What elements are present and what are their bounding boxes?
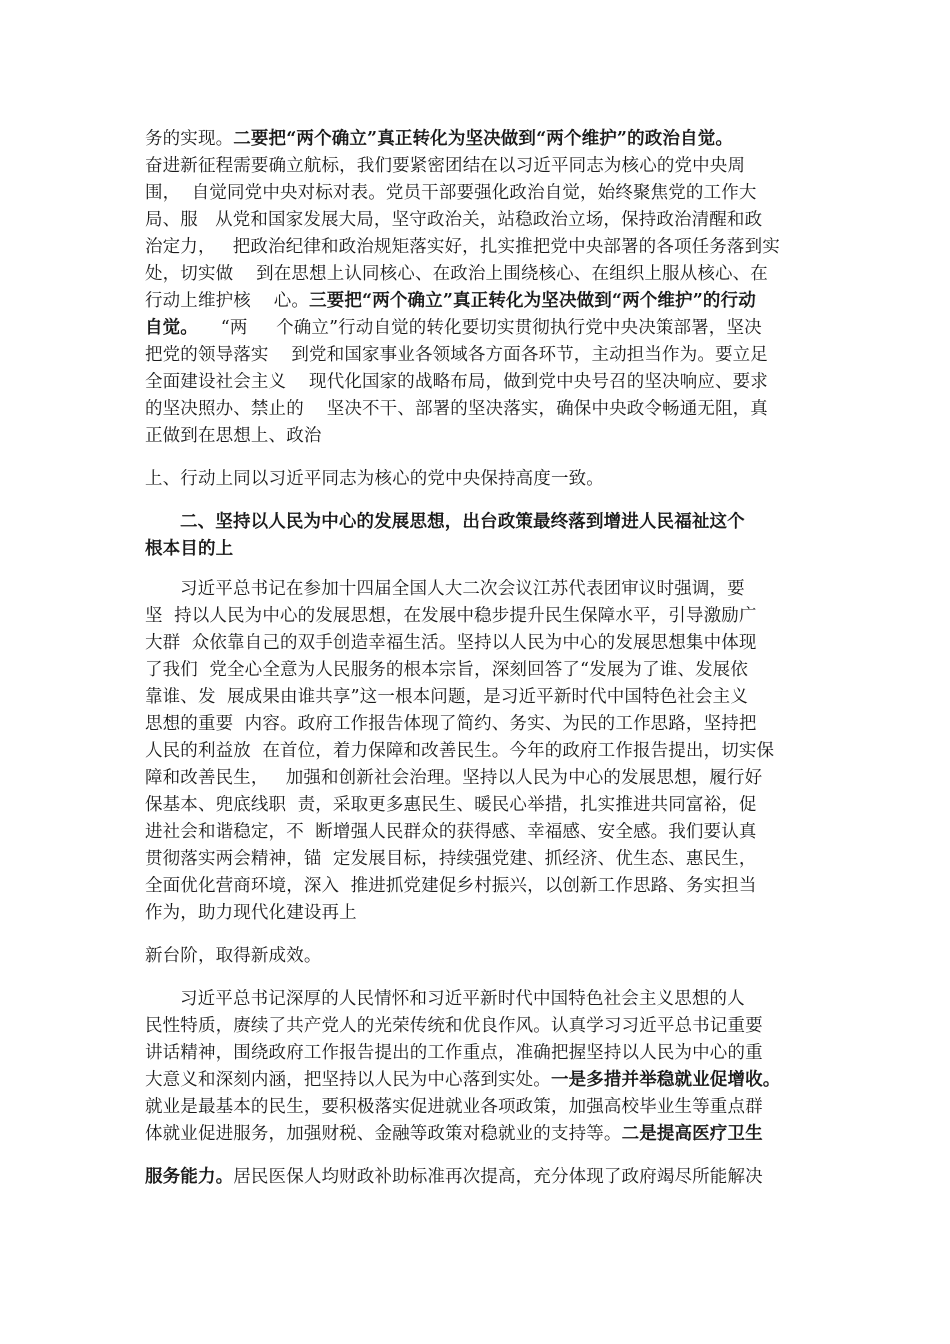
- text-line: [145, 181, 825, 205]
- text-line: [145, 658, 825, 682]
- text-line: [145, 944, 825, 968]
- text-line: [145, 1165, 825, 1189]
- text-line: [145, 820, 825, 844]
- text-line: [145, 235, 825, 259]
- text-run: 治定力， 把政治纪律和政治规矩落实好，扎实推把党中央部署的各项任务落到实: [145, 237, 780, 257]
- text-line: [145, 208, 825, 232]
- text-run: 习近平总书记深厚的人民情怀和习近平新时代中国特色社会主义思想的人: [180, 989, 745, 1009]
- text-line: [145, 874, 825, 898]
- text-run: 处，切实做 到在思想上认同核心、在政治上围绕核心、在组织上服从核心、在: [145, 264, 768, 284]
- text-line: [145, 343, 825, 367]
- text-run: 讲话精神，围绕政府工作报告提出的工作重点，准确把握坚持以人民为中心的重: [145, 1043, 763, 1063]
- text-line: [145, 467, 825, 491]
- text-line: [145, 370, 825, 394]
- text-run: 务的实现。: [145, 129, 234, 149]
- text-line: [145, 1014, 825, 1038]
- text-line: [145, 1041, 825, 1065]
- text-run: 坚 持以人民为中心的发展思想，在发展中稳步提升民生保障水平，引导激励广: [145, 606, 757, 626]
- text-line: [145, 1095, 825, 1119]
- text-run: 人民的利益放 在首位，着力保障和改善民生。今年的政府工作报告提出，切实保: [145, 741, 775, 761]
- text-run: 保基本、兜底线职 责，采取更多惠民生、暖民心举措，扎实推进共同富裕，促: [145, 795, 757, 815]
- text-run: 进社会和谐稳定，不 断增强人民群众的获得感、幸福感、安全感。我们要认真: [145, 822, 757, 842]
- text-run: 的坚决照办、禁止的 坚决不干、部署的坚决落实，确保中央政令畅通无阻，真: [145, 399, 768, 419]
- text-run: 民性特质，赓续了共产党人的光荣传统和优良作风。认真学习习近平总书记重要: [145, 1016, 763, 1036]
- text-run: 作为，助力现代化建设再上: [145, 903, 357, 923]
- text-line: [145, 604, 825, 628]
- text-run: 围， 自觉同党中央对标对表。党员干部要强化政治自觉，始终聚焦党的工作大: [145, 183, 757, 203]
- text-run: 新台阶，取得新成效。: [145, 946, 322, 966]
- text-run: 局、服 从党和国家发展大局，坚守政治关，站稳政治立场，保持政治清醒和政: [145, 210, 763, 230]
- text-line: [145, 712, 825, 736]
- bold-text-run: 三要把“两个确立”真正转化为坚决做到“两个维护”的行动: [309, 291, 756, 311]
- text-line: [145, 1122, 825, 1146]
- bold-text-run: 自觉。: [145, 318, 198, 338]
- text-line: [145, 262, 825, 286]
- text-line: [145, 127, 825, 151]
- text-run: 全面建设社会主义 现代化国家的战略布局，做到党中央号召的坚决响应、要求: [145, 372, 768, 392]
- text-line: [145, 631, 825, 655]
- text-run: 思想的重要 内容。政府工作报告体现了简约、务实、为民的工作思路，坚持把: [145, 714, 757, 734]
- text-run: 全面优化营商环境，深入 推进抓党建促乡村振兴，以创新工作思路、务实担当: [145, 876, 757, 896]
- text-line: [145, 685, 825, 709]
- text-line: [145, 793, 825, 817]
- text-run: 习近平总书记在参加十四届全国人大二次会议江苏代表团审议时强调，要: [180, 579, 745, 599]
- text-line: [145, 766, 825, 790]
- text-run: 大群 众依靠自己的双手创造幸福生活。坚持以人民为中心的发展思想集中体现: [145, 633, 757, 653]
- text-run: 靠谁、发 展成果由谁共享”这一根本问题，是习近平新时代中国特色社会主义: [145, 687, 748, 707]
- bold-text-run: 一是多措并举稳就业促增收。: [550, 1070, 781, 1090]
- text-run: 障和改善民生， 加强和创新社会治理。坚持以人民为中心的发展思想，履行好: [145, 768, 763, 788]
- text-line: [180, 577, 860, 601]
- text-run: “两 个确立”行动自觉的转化要切实贯彻执行党中央决策部署，坚决: [197, 318, 762, 338]
- text-run: 体就业促进服务，加强财税、金融等政策对稳就业的支持等。: [145, 1124, 622, 1144]
- bold-text-run: 二要把“两个确立”真正转化为坚决做到“两个维护”的政治自觉。: [233, 129, 734, 149]
- text-run: 了我们 党全心全意为人民服务的根本宗旨，深刻回答了“发展为了谁、发展依: [145, 660, 748, 680]
- bold-text-run: 根本目的上: [145, 539, 234, 559]
- text-run: 奋进新征程需要确立航标，我们要紧密团结在以习近平同志为核心的党中央周: [145, 156, 746, 176]
- text-run: 正做到在思想上、政治: [145, 426, 322, 446]
- bold-text-run: 二、坚持以人民为中心的发展思想，出台政策最终落到增进人民福祉这个: [180, 512, 745, 532]
- text-run: 大意义和深刻内涵，把坚持以人民为中心落到实处。: [145, 1070, 551, 1090]
- text-run: 贯彻落实两会精神，锚 定发展目标，持续强党建、抓经济、优生态、惠民生，: [145, 849, 757, 869]
- text-run: 把党的领导落实 到党和国家事业各领域各方面各环节，主动担当作为。要立足: [145, 345, 768, 365]
- bold-text-run: 二是提高医疗卫生: [621, 1124, 763, 1144]
- text-line: [145, 316, 825, 340]
- text-line: [145, 424, 825, 448]
- text-line: [180, 987, 860, 1011]
- text-line: [145, 154, 825, 178]
- text-run: 居民医保人均财政补助标准再次提高，充分体现了政府竭尽所能解决: [233, 1167, 763, 1187]
- text-line: [145, 739, 825, 763]
- text-run: 就业是最基本的民生，要积极落实促进就业各项政策，加强高校毕业生等重点群: [145, 1097, 763, 1117]
- bold-text-run: 服务能力。: [145, 1167, 234, 1187]
- text-line: [180, 510, 860, 534]
- text-line: [145, 847, 825, 871]
- text-run: 行动上维护核 心。: [145, 291, 310, 311]
- text-line: [145, 289, 825, 313]
- text-run: 上、行动上同以习近平同志为核心的党中央保持高度一致。: [145, 469, 604, 489]
- text-line: [145, 537, 825, 561]
- text-line: [145, 1068, 825, 1092]
- text-line: [145, 901, 825, 925]
- text-line: [145, 397, 825, 421]
